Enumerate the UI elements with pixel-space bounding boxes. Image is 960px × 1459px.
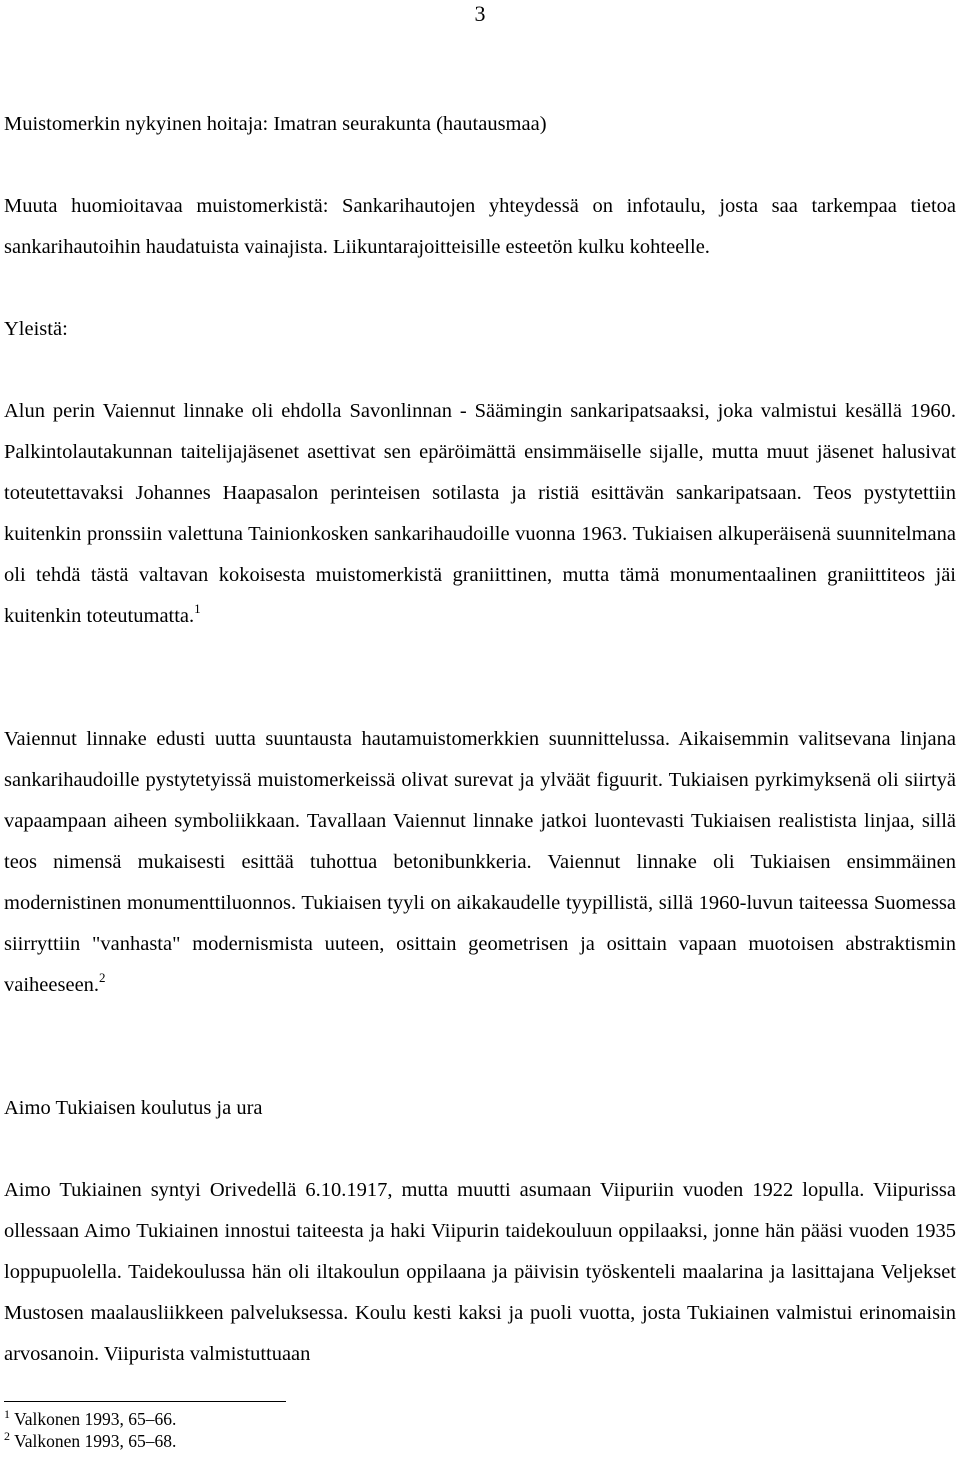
page-number: 3 — [474, 1, 486, 26]
paragraph-new-direction-text — [4, 719, 956, 1006]
section-heading — [4, 1088, 956, 1129]
general-heading — [4, 309, 956, 350]
paragraph-2-body: Vaiennut linnake edusti uutta suuntausta hautamuistomerkkien suunnittelussa. Aikaisemmin valitsevana linjana sankarihaudoille pystytetyissä muistomerkeissä olivat surevat ja ylväät figuurit. Tukiaisen pyrkimyksenä oli siirtyä vapaampaan aiheen symboliikkaan. Tavallaan Vaiennut linnake jatkoi luontevasti Tukiaisen realistista linjaa, sillä teos nimensä mukaisesti esittää tuhottua betonibunkkeria. Vaiennut linnake oli Tukiaisen ensimmäinen modernistinen monumenttiluonnos. Tukiaisen tyyli on aikakaudelle tyypillistä, sillä 1960-luvun taiteessa Suomessa siirryttiin "vanhasta" modernismista uuteen, osittain geometrisen ja osittain vapaan muotoisen abstraktismin vaiheeseen. — [4, 728, 956, 996]
footnote-text: Valkonen 1993, 65–68. — [14, 1431, 177, 1451]
footnotes — [4, 1408, 176, 1452]
notes-paragraph — [4, 186, 956, 268]
footnote-2 — [4, 1430, 176, 1452]
caretaker-text: Muistomerkin nykyinen hoitaja: Imatran seurakunta (hautausmaa) — [4, 113, 547, 135]
general-heading-text: Yleistä: — [4, 318, 68, 340]
paragraph-education — [4, 1170, 956, 1375]
section-heading-text: Aimo Tukiaisen koulutus ja ura — [4, 1097, 263, 1119]
footnote-ref-1: 1 — [194, 601, 201, 616]
footnote-1 — [4, 1408, 176, 1430]
notes-text: Muuta huomioitavaa muistomerkistä: Sankarihautojen yhteydessä on infotaulu, josta saa tarkempaa tietoa sankarihautoihin haudatuista vainajista. Liikuntarajoitteisille esteetön kulku kohteelle. — [4, 195, 956, 258]
paragraph-original-proposal — [4, 391, 956, 637]
footnote-number: 1 — [4, 1407, 10, 1421]
paragraph-1-body: Alun perin Vaiennut linnake oli ehdolla Savonlinnan - Säämingin sankaripatsaaksi, joka valmistui kesällä 1960. Palkintolautakunnan taitelijajäsenet asettivat sen epäröimättä ensimmäiselle sijalle, mutta muut jäsenet halusivat toteutettavaksi Johannes Haapasalon perinteisen sotilasta ja ristiä esittävän sankaripatsaan. Teos pystytettiin kuitenkin pronssiin valettuna Tainionkosken sankarihaudoille vuonna 1963. Tukiaisen alkuperäisenä suunnitelmana oli tehdä tästä valtavan kokoisesta muistomerkistä graniittinen, mutta tämä monumentaalinen graniittiteos jäi kuitenkin toteutumatta. — [4, 400, 956, 627]
footnote-number: 2 — [4, 1429, 10, 1443]
caretaker-line — [4, 104, 956, 145]
footnote-text: Valkonen 1993, 65–66. — [14, 1409, 177, 1429]
paragraph-education-text: Aimo Tukiainen syntyi Orivedellä 6.10.1917, mutta muutti asumaan Viipuriin vuoden 1922 lopulla. Viipurissa ollessaan Aimo Tukiainen innostui taiteesta ja haki Viipurin taidekouluun oppilaaksi, jonne hän pääsi vuoden 1935 loppupuolella. Taidekoulussa hän oli iltakoulun oppilaana ja päivisin työskenteli maalarina ja lasittajana Veljekset Mustosen maalausliikkeen palveluksessa. Koulu kesti kaksi ja puoli vuotta, josta Tukiainen valmistui erinomaisin arvosanoin. Viipurista valmistuttuaan — [4, 1179, 956, 1365]
footnote-divider — [4, 1401, 286, 1402]
paragraph-original-proposal-text — [4, 391, 956, 637]
footnote-ref-2: 2 — [99, 970, 106, 985]
paragraph-new-direction — [4, 719, 956, 1006]
